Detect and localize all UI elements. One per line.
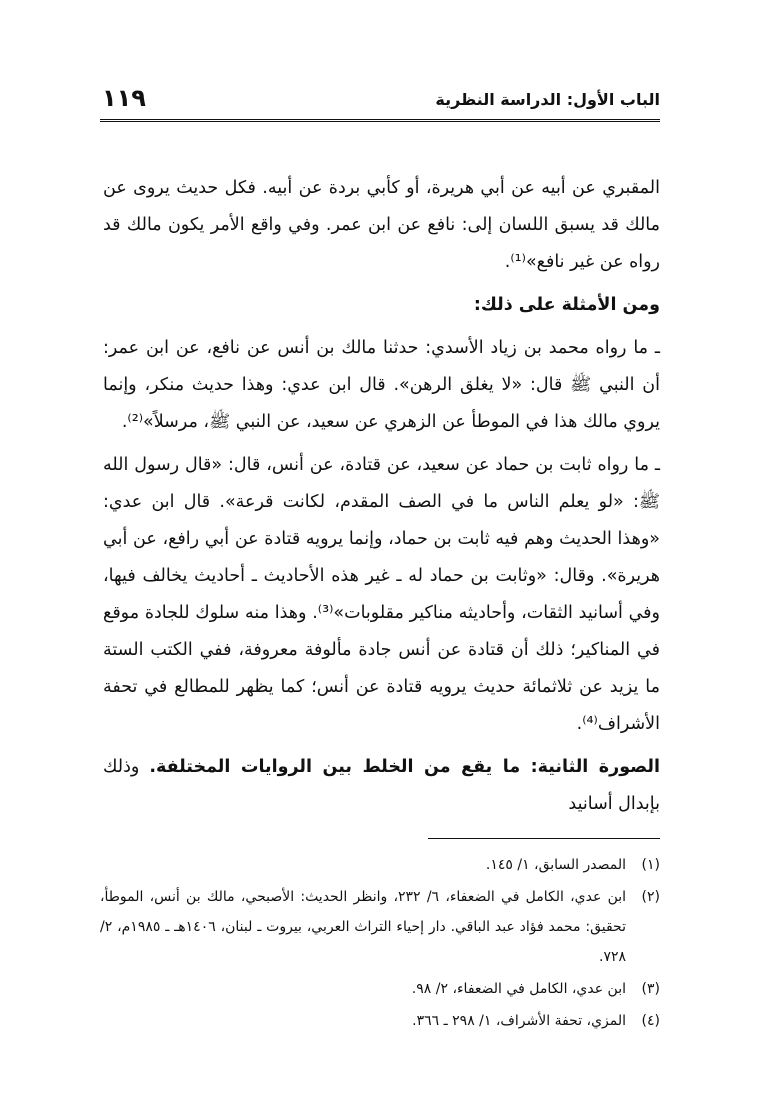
page-number: ١١٩ <box>102 84 146 112</box>
second-form-paragraph <box>103 749 660 823</box>
footnote-number: (٢) <box>641 889 660 905</box>
example-paragraph-1: ـ ما رواه محمد بن زياد الأسدي: حدثنا مالك بن أنس عن نافع، عن ابن عمر: أن النبي ﷺ قال: «لا يغلق الرهن». قال ابن عدي: وهذا حديث منكر، وإنما يروي مالك هذا في الموطأ عن الزهري عن سعيد، عن النبي ﷺ، مرسلاً»⁽²⁾. <box>103 338 660 432</box>
second-form-lead: الصورة الثانية: ما يقع من الخلط بين الروايات المختلفة. <box>149 757 660 777</box>
footnote-text: ابن عدي، الكامل في الضعفاء، ٢/ ٩٨. <box>411 981 626 997</box>
footnote-3 <box>100 974 660 1004</box>
footnote-2 <box>100 882 660 972</box>
footnote-number: (١) <box>641 857 660 873</box>
footnote-1 <box>100 850 660 880</box>
footnote-rule <box>428 838 660 839</box>
example-paragraph-2: ـ ما رواه ثابت بن حماد عن سعيد، عن قتادة، عن أنس، قال: «قال رسول الله ﷺ: «لو يعلم الناس ما في الصف المقدم، لكانت قرعة». قال ابن عدي: «وهذا الحديث وهم فيه ثابت بن حماد، وإنما يرويه قتادة عن أبي رافع، عن أبي هريرة». وقال: «وثابت بن حماد له ـ غير هذه الأحاديث ـ أحاديث يخالف فيها، وفي أسانيد الثقات، وأحاديثه مناكير مقلوبات»⁽³⁾. وهذا منه سلوك للجادة موقع في المناكير؛ ذلك أن قتادة عن أنس جادة مألوفة معروفة، ففي الكتب الستة ما يزيد عن ثلاثمائة حديث يرويه قتادة عن أنس؛ كما يظهر للمطالع في تحفة الأشراف⁽⁴⁾. <box>103 455 661 734</box>
second-form-rest: وذلك بإبدال أسانيد <box>103 757 660 814</box>
examples-heading: ومن الأمثلة على ذلك: <box>473 295 660 315</box>
footnote-number: (٤) <box>641 1013 660 1029</box>
footnotes <box>100 850 660 1038</box>
footnote-number: (٣) <box>641 981 660 997</box>
paragraph-quote-end: المقبري عن أبيه عن أبي هريرة، أو كأبي بردة عن أبيه. فكل حديث يروى عن مالك قد يسبق اللسان إلى: نافع عن ابن عمر. وفي واقع الأمر يكون مالك قد رواه عن غير نافع»⁽¹⁾. <box>103 178 660 272</box>
running-title: الباب الأول: الدراسة النظرية <box>435 90 660 109</box>
footnote-text: ابن عدي، الكامل في الضعفاء، ٦/ ٢٣٢، وانظر الحديث: الأصبحي، مالك بن أنس، الموطأ، تحقيق: محمد فؤاد عبد الباقي. دار إحياء التراث العربي، بيروت ـ لبنان، ١٤٠٦هـ ـ ١٩٨٥م، ٢/ ٧٢٨. <box>100 889 627 965</box>
running-header <box>100 84 660 120</box>
header-rule <box>100 119 660 122</box>
footnote-text: المصدر السابق، ١/ ١٤٥. <box>485 857 626 873</box>
footnote-text: المزي، تحفة الأشراف، ١/ ٢٩٨ ـ ٣٦٦. <box>412 1013 626 1029</box>
footnote-4 <box>100 1006 660 1036</box>
main-text <box>103 170 660 823</box>
